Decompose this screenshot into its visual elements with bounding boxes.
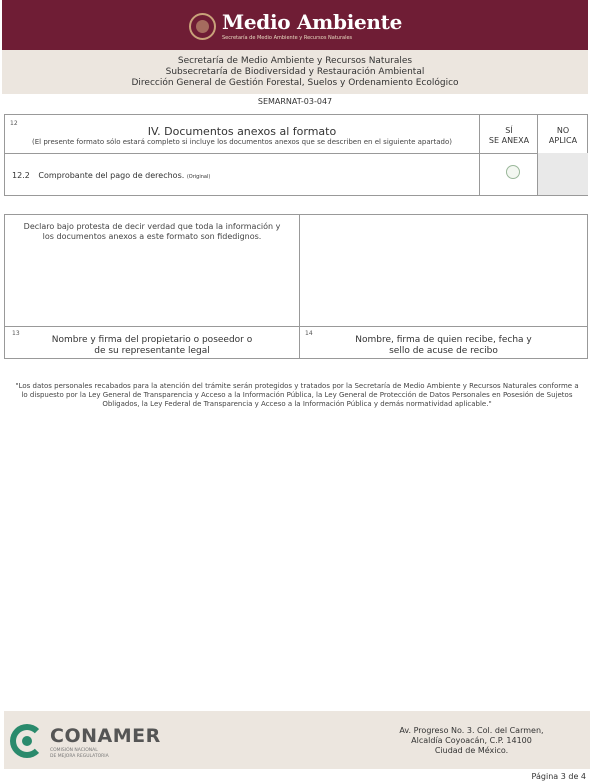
owner-signature-label: [5, 335, 299, 357]
annex-section: [4, 114, 588, 196]
address-line-1: Av. Progreso No. 3. Col. del Carmen,: [399, 726, 544, 735]
address-line-3: Ciudad de México.: [434, 746, 509, 755]
declaration-text: Declaro bajo protesta de decir verdad que toda la información y los documentos anexos a este formato son fidedignos.: [23, 222, 281, 241]
col-si-label: [480, 126, 538, 146]
field-number-14: 14: [305, 330, 313, 337]
agency-line-3: Dirección General de Gestión Forestal, Suelos y Ordenamiento Ecológico: [131, 78, 459, 88]
receiver-signature-line-2: sello de acuse de recibo: [389, 346, 498, 356]
divider-horizontal: [5, 326, 587, 327]
item-label: Comprobante del pago de derechos.: [38, 171, 185, 180]
receiver-signature-label: [300, 335, 587, 357]
conamer-name: CONAMER: [50, 725, 161, 747]
receiver-signature-line-1: Nombre, firma de quien recibe, fecha y: [355, 335, 532, 345]
agency-band: [2, 50, 588, 94]
brand-subtitle: Secretaría de Medio Ambiente y Recursos Naturales: [222, 35, 353, 41]
owner-signature-line-1: Nombre y firma del propietario o poseedor o: [51, 335, 253, 345]
conamer-subtitle-1: COMISIÓN NACIONAL: [50, 748, 98, 753]
agency-line-1: Secretaría de Medio Ambiente y Recursos Naturales: [177, 56, 413, 66]
col-no-label: [538, 126, 588, 146]
conamer-subtitle: [50, 748, 140, 760]
col-no-aplica: [537, 115, 588, 195]
privacy-notice: "Los datos personales recabados para la atención del trámite serán protegidos y tratados por la Secretaría de Medio Ambiente y Recursos Naturales conforme a lo dispuesto por la Ley General de Transparencia y Acceso a la Información Pública, la Ley General de Protección de Datos Personales en Posesión de Sujetos Obligados, la Ley Federal de Transparencia y Acceso a la Información Pública y demás normatividad aplicable.": [15, 382, 579, 408]
footer-address: [374, 726, 569, 756]
annex-item-12-2: [12, 171, 210, 180]
form-code: SEMARNAT-03-047: [257, 97, 333, 106]
owner-signature-line-2: de su representante legal: [94, 346, 210, 356]
section-note: (El presente formato sólo estará completo si incluye los documentos anexos que se describen en el siguiente apartado): [32, 138, 452, 146]
field-number-13: 13: [12, 330, 20, 337]
brand-name: Medio Ambiente: [222, 10, 403, 34]
section-title: IV. Documentos anexos al formato: [147, 125, 337, 138]
seal-icon: [189, 13, 216, 40]
header-logo: [189, 12, 404, 44]
address-line-2: Alcaldía Coyoacán, C.P. 14100: [411, 736, 532, 745]
si-anexa-radio[interactable]: [506, 165, 520, 179]
header-bar: [2, 0, 588, 50]
col-si-anexa: [479, 115, 538, 195]
col-no-label-2: APLICA: [548, 136, 578, 145]
item-number: 12.2: [12, 171, 30, 180]
section-number: 12: [10, 120, 18, 127]
col-si-label-1: SÍ: [505, 126, 513, 135]
page-number: Página 3 de 4: [531, 772, 586, 781]
conamer-subtitle-2: DE MEJORA REGULATORIA: [50, 754, 109, 759]
conamer-logo-dot: [22, 736, 32, 746]
agency-line-2: Subsecretaría de Biodiversidad y Restauración Ambiental: [165, 67, 425, 77]
footer-band: [4, 711, 590, 769]
item-original-note: (Original): [186, 174, 211, 180]
no-aplica-cell: [538, 153, 588, 195]
declaration-section: [4, 214, 588, 359]
col-no-label-1: NO: [556, 126, 570, 135]
col-si-label-2: SE ANEXA: [488, 136, 530, 145]
